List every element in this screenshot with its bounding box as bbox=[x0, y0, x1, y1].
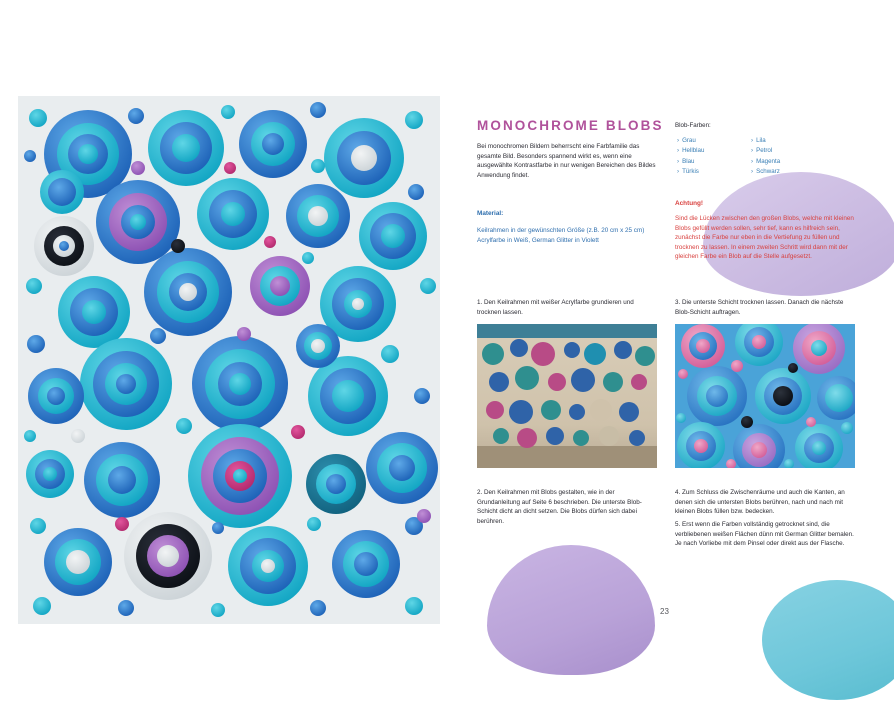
step-4-text: 4. Zum Schluss die Zwischenräume und auch die Kanten, an denen sich die untersten Blobs berühren, nach und nach mit kleinen Blobs füllen bzw. bedecken. bbox=[675, 489, 845, 516]
photo-base-layer-graphic bbox=[477, 324, 657, 468]
list-item: › Türkis bbox=[677, 168, 699, 176]
decorative-blob-bottom-right bbox=[762, 580, 894, 700]
list-item: › Petrol bbox=[751, 147, 773, 155]
material-body: Keilrahmen in der gewünschten Größe (z.B. 20 cm x 25 cm) Acrylfarbe in Weiß, German Glitter in Violett bbox=[477, 227, 645, 244]
bullet-icon: › bbox=[677, 157, 680, 165]
page-number: 23 bbox=[660, 607, 669, 616]
step-5-text: 5. Erst wenn die Farben vollständig getrocknet sind, die verbliebenen weißen Flächen dünn mit German Glitter bemalen. Je nach Vorliebe mit dem Pinsel oder direkt aus der Flasche. bbox=[675, 521, 854, 548]
photo-second-layer-graphic bbox=[675, 324, 855, 468]
intro-paragraph: Bei monochromen Bildern beherrscht eine Farbfamilie das gesamte Bild. Besonders spannend wirkt es, wenn eine ausgewählte Kontrastfarbe in nur wenigen Bereichen des Bildes Anwendung findet. bbox=[477, 143, 656, 179]
warning-body: Sind die Lücken zwischen den großen Blobs, welche mit kleinen Blobs gefüllt werden sollen, sehr tief, kann es hilfreich sein, zunächst die Farbe nur eben in die Vertiefung zu füllen und trocknen zu lassen. In einem zweiten Schritt wird dann mit der gleichen Farbe ein Blob auf die Stelle aufgesetzt. bbox=[675, 215, 854, 261]
photo-blobs-base-layer bbox=[477, 324, 657, 468]
blob-colors-column-1 bbox=[677, 136, 704, 178]
list-item: › Lila bbox=[751, 137, 766, 144]
photo-blobs-second-layer bbox=[675, 324, 855, 468]
artwork-photo bbox=[18, 96, 440, 624]
bullet-icon: › bbox=[751, 147, 754, 155]
list-item: › Grau bbox=[677, 137, 696, 144]
step-3-text: 3. Die unterste Schicht trocknen lassen. Danach die nächste Blob-Schicht auftragen. bbox=[675, 299, 844, 316]
bullet-icon: › bbox=[751, 157, 754, 165]
step-2-text: 2. Den Keilrahmen mit Blobs gestalten, wie in der Grundanleitung auf Seite 6 beschrieben. Die unterste Blob-Schicht dicht an dicht setzen. Die Blobs dürfen sich dabei berühren. bbox=[477, 489, 642, 525]
bullet-icon: › bbox=[677, 137, 680, 144]
page-title: MONOCHROME BLOBS bbox=[477, 118, 664, 133]
list-item: › Schwarz bbox=[751, 168, 780, 176]
bullet-icon: › bbox=[751, 137, 754, 144]
bullet-icon: › bbox=[677, 168, 680, 176]
material-heading: Material: bbox=[477, 210, 504, 217]
bullet-icon: › bbox=[751, 168, 754, 176]
blob-colors-label: Blob-Farben: bbox=[675, 122, 711, 129]
bullet-icon: › bbox=[677, 147, 680, 155]
step-1-text: 1. Den Keilrahmen mit weißer Acrylfarbe grundieren und trocknen lassen. bbox=[477, 299, 634, 316]
list-item: › Hellblau bbox=[677, 147, 705, 155]
instruction-page bbox=[455, 80, 875, 640]
warning-heading: Achtung! bbox=[675, 200, 704, 207]
monochrome-blobs-artwork bbox=[18, 96, 440, 624]
blob-colors-column-2 bbox=[751, 136, 780, 178]
list-item: › Blau bbox=[677, 157, 695, 165]
list-item: › Magenta bbox=[751, 157, 781, 165]
